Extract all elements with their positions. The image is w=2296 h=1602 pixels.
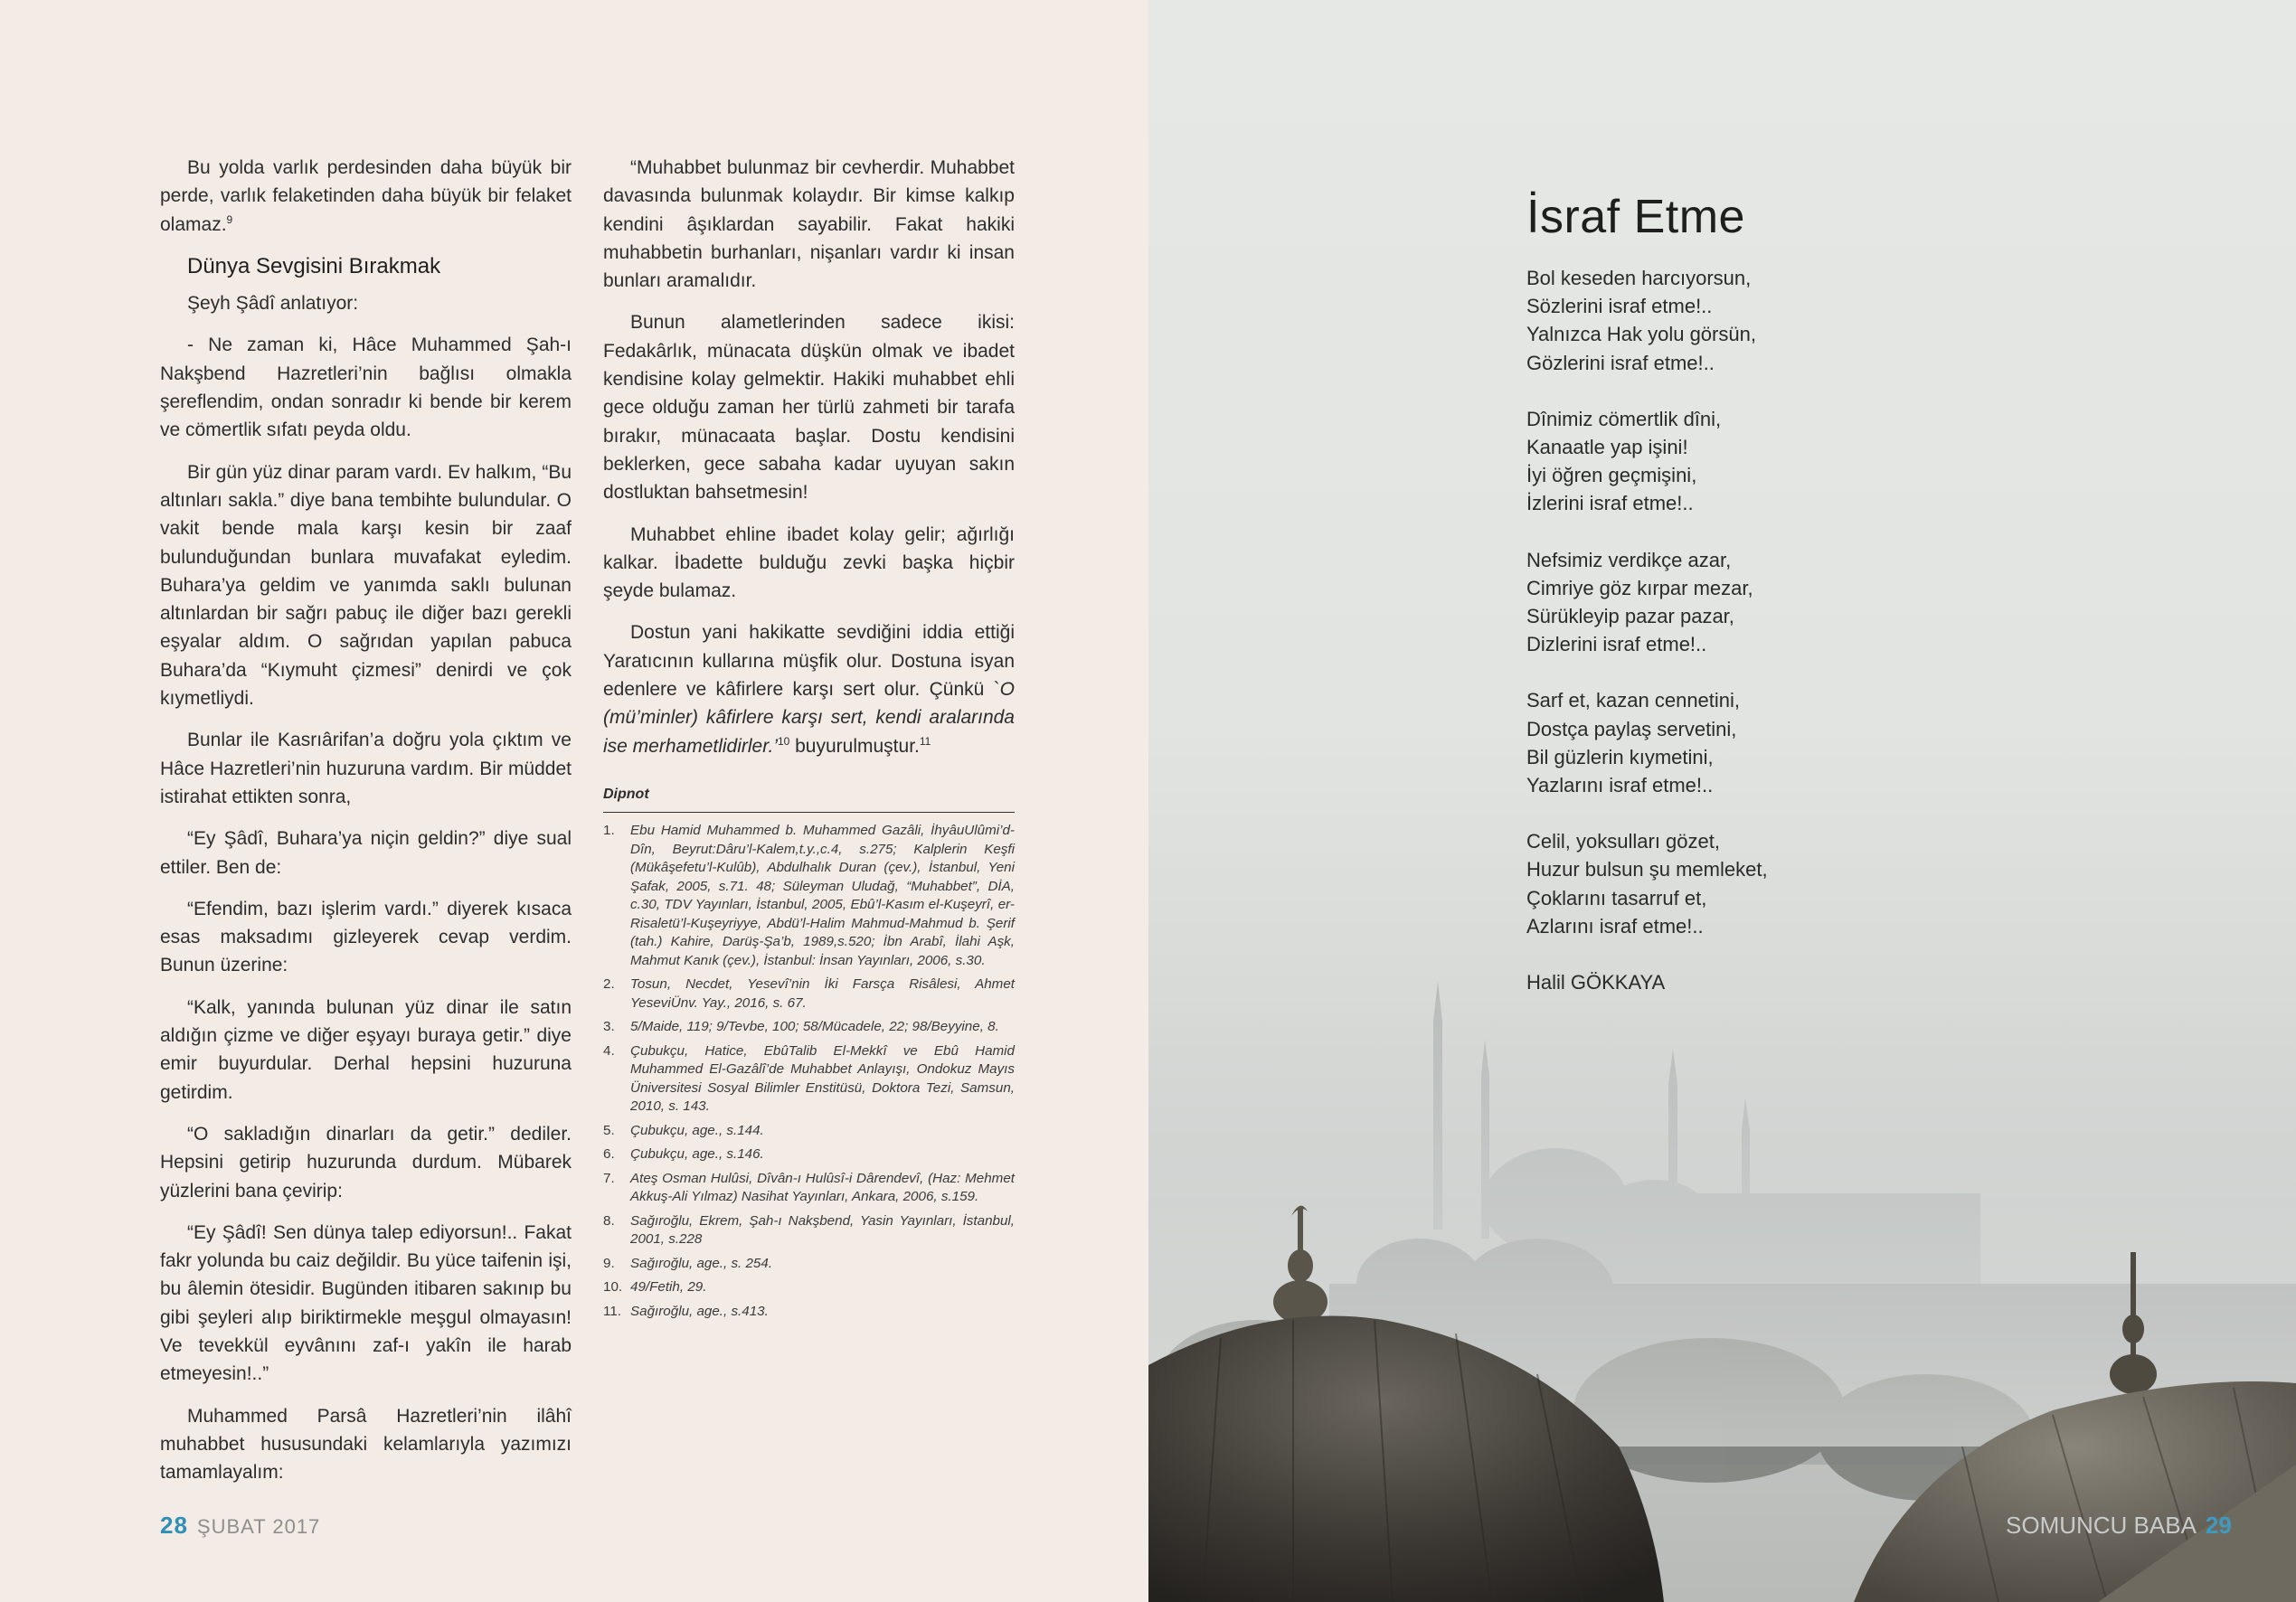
footnote-ref: 11 [919, 734, 931, 748]
paragraph: Bir gün yüz dinar param vardı. Ev halkım, “Bu altınları sakla.” diye bana tembihte bulundular. O vakit bende mala karşı kesin bir zaaf bulunduğundan bunlara muvafakat eyledim. Buhara’ya geldim ve yanımda saklı bulunan altınlardan bir sağrı pabuç ile diğer bazı gerekli eşyalar aldım. O sağrıdan yapılan pabuca Buhara’da “Kıymuht çizmesi” denirdi ve çok kıymetliydi. [160, 461, 572, 710]
section-heading: Dünya Sevgisini Bırakmak [187, 253, 441, 278]
paragraph: Bunun alametlerinden sadece ikisi: Fedakârlık, münacata düşkün olmak ve ibadet kendisine kolay gelmektir. Hakiki muhabbet ehli gece olduğu zaman her türlü zahmeti bir tarafa bırakır, münacaata başlar. Dostu kendisini beklerken, gece sabaha kadar uyuyan sakın dostluktan bahsetmesin! [603, 312, 1015, 504]
text-column-2 [603, 154, 1015, 1326]
footnote-number: 5. [603, 1122, 615, 1138]
footnote-item [603, 1303, 1015, 1322]
poem-author: Halil GÖKKAYA [1526, 971, 1666, 994]
poem-line: İyi öğren geçmişini, [1526, 464, 1697, 487]
footnotes-title: Dipnot [603, 780, 1015, 813]
footnote-item [603, 1018, 1015, 1037]
footnote-item [603, 1212, 1015, 1249]
footnote-item [603, 1042, 1015, 1117]
footnote-item [603, 1170, 1015, 1207]
poem-stanzas [1526, 264, 1906, 940]
footnote-item [603, 975, 1015, 1013]
footnote-text: 49/Fetih, 29. [630, 1279, 707, 1296]
paragraph: Bunlar ile Kasrıârifan’a doğru yola çıktım ve Hâce Hazretleri’nin huzuruna vardım. Bir müddet istirahat ettikten sonra, [160, 730, 572, 807]
footnote-item [603, 1122, 1015, 1141]
issue-date: ŞUBAT 2017 [196, 1515, 321, 1538]
paragraph: “Ey Şâdî! Sen dünya talep ediyorsun!.. Fakat fakr yolunda bu caiz değildir. Bu yüce taifenin işi, bu âlemin ötesidir. Bugünden itibaren sakınıp bu gibi şeyleri alıp biriktirmekle meşgul olmayasın! Ve tevekkül eyvânını zaf-ı yakîn ile harab etmeyesin!..” [160, 1221, 572, 1385]
footnote-text: 5/Maide, 119; 9/Tevbe, 100; 58/Mücadele, 22; 98/Beyyine, 8. [630, 1019, 999, 1035]
page-number: 29 [2205, 1512, 2232, 1539]
footnote-text: Sağıroğlu, age., s. 254. [630, 1255, 773, 1271]
footnote-number: 8. [603, 1212, 615, 1229]
footnote-number: 2. [603, 976, 615, 993]
footnote-text: Çubukçu, age., s.144. [630, 1122, 764, 1138]
paragraph: “Kalk, yanında bulunan yüz dinar ile satın aldığın çizme ve diğer eşyayı buraya getir.” diye emir buyurdular. Derhal hepsini huzuruna getirdim. [160, 996, 572, 1103]
footnote-text: Ateş Osman Hulûsi, Dîvân-ı Hulûsî-i Dârendevî, (Haz: Mehmet Akkuş-Ali Yılmaz) Nasihat Yayınları, Ankara, 2006, s.159. [630, 1170, 1015, 1205]
poem-stanza [1526, 405, 1906, 518]
magazine-name: SOMUNCU BABA [2006, 1512, 2197, 1539]
page-footer-left [160, 1512, 320, 1540]
paragraph: Bu yolda varlık perdesinden daha büyük bir perde, varlık felaketinden daha büyük bir felaket olamaz.$^9$ [160, 157, 572, 235]
paragraph: - Ne zaman ki, Hâce Muhammed Şah-ı Nakşbend Hazretleri’nin bağlısı olmakla şereflendim, ondan sonradır ki bende bir kerem ve cömertlik sıfatı peyda oldu. [160, 335, 572, 441]
poem-line: Dostça paylaş servetini, [1526, 717, 1737, 740]
footnote-number: 9. [603, 1255, 615, 1271]
text-column-1 [160, 154, 572, 1500]
poem-line: İzlerini israf etme!.. [1526, 492, 1694, 515]
paragraph: “Muhabbet bulunmaz bir cevherdir. Muhabbet davasında bulunmak kolaydır. Bir kimse kalkıp kendini âşıklardan sayabilir. Fakat hakiki muhabbetin burhanları, nişanları vardır ki insan bunları aramalıdır. [603, 157, 1015, 292]
footnote-text: Ebu Hamid Muhammed b. Muhammed Gazâli, İhyâuUlûmi’d-Dîn, Beyrut:Dâru’l-Kalem,t.y.,c.4, s.275; Kalplerin Keşfi (Mükâşefetu’l-Kulûb), Abdulhalık Duran (çev.), İstanbul, Yeni Şafak, 2005, s.71. 48; Süleyman Uludağ, “Muhabbet”, DİA, c.30, TDV Yayınları, İstanbul, 2005, Ebû’l-Kasım el-Kuşeyrî, er-Risaletü’l-Kuşeyriyye, Abdü’l-Halim Mahmud-Mahmud b. Şerif (tah.) Kahire, Darüş-Şa’b, 1989,s.520; İbn Arabî, İlahi Aşk, Mahmut Kanık (çev.), İstanbul: İnsan Yayınları, 2006, s.30. [630, 823, 1015, 968]
footnote-number: 10. [603, 1279, 623, 1296]
poem-line: Yazlarını israf etme!.. [1526, 774, 1714, 797]
poem-line: Huzur bulsun şu memleket, [1526, 858, 1768, 881]
footnote-item [603, 1278, 1015, 1297]
page-footer-right [2006, 1512, 2232, 1540]
poem-line: Dînimiz cömertlik dîni, [1526, 407, 1722, 430]
footnote-number: 11. [603, 1303, 621, 1319]
footnote-item [603, 1255, 1015, 1274]
right-page [1148, 0, 2296, 1602]
footnote-number: 7. [603, 1170, 615, 1186]
paragraph: “Efendim, bazı işlerim vardı.” diyerek kısaca esas maksadımı gizleyerek cevap verdim. Bunun üzerine: [160, 898, 572, 976]
poem-line: Çoklarını tasarruf et, [1526, 886, 1707, 909]
footnote-number: 1. [603, 823, 615, 839]
footnote-item [603, 1145, 1015, 1164]
poem-stanza [1526, 546, 1906, 659]
poem-line: Sözlerini israf etme!.. [1526, 295, 1713, 318]
footnote-number: 3. [603, 1019, 615, 1035]
footnote-ref: 10 [777, 734, 790, 748]
footnote-item [603, 822, 1015, 970]
footnote-text: Tosun, Necdet, Yesevî’nin İki Farsça Risâlesi, Ahmet YeseviÜnv. Yay., 2016, s. 67. [630, 976, 1015, 1011]
poem-line: Azlarını israf etme!.. [1526, 914, 1704, 938]
poem-line: Bil güzlerin kıymetini, [1526, 745, 1714, 768]
poem-stanza [1526, 827, 1906, 940]
footnote-number: 4. [603, 1042, 615, 1059]
paragraph: Muhammed Parsâ Hazretleri’nin ilâhî muhabbet hususundaki kelamlarıyla yazımızı tamamlayalım: [160, 1405, 572, 1484]
poem [1526, 190, 1906, 996]
footnote-number: 6. [603, 1146, 615, 1163]
footnote-text: Sağıroğlu, Ekrem, Şah-ı Nakşbend, Yasin Yayınları, İstanbul, 2001, s.228 [630, 1212, 1015, 1248]
poem-line: Celil, yoksulları gözet, [1526, 830, 1720, 853]
paragraph: Şeyh Şâdî anlatıyor: [187, 293, 359, 315]
poem-line: Yalnızca Hak yolu görsün, [1526, 323, 1756, 346]
footnote-text: Sağıroğlu, age., s.413. [630, 1303, 769, 1319]
footnote-text: Çubukçu, Hatice, EbûTalib El-Mekkî ve Ebû Hamid Muhammed El-Gazâlî’de Muhabbet Anlayışı, Ondokuz Mayıs Üniversitesi Sosyal Bilimler Enstitüsü, Doktora Tezi, Samsun, 2010, s. 143. [630, 1042, 1015, 1115]
poem-line: Sürükleyip pazar pazar, [1526, 605, 1734, 628]
paragraph: “O sakladığın dinarları da getir.” dediler. Hepsini getirip huzurunda durdum. Mübarek yüzlerini bana çevirip: [160, 1123, 572, 1202]
poem-stanza [1526, 264, 1906, 377]
poem-title: İsraf Etme [1526, 191, 1745, 243]
poem-stanza [1526, 686, 1906, 799]
poem-line: Gözlerini israf etme!.. [1526, 351, 1715, 374]
paragraph: Muhabbet ehline ibadet kolay gelir; ağırlığı kalkar. İbadette bulduğu zevki başka hiçbir şeyde bulamaz. [603, 523, 1015, 602]
paragraph: Dostun yani hakikatte sevdiğini iddia ettiği Yaratıcının kullarına müşfik olur. Dostuna isyan edenlere ve kâfirlere karşı sert olur. Çünkü `O (mü’minler) kâfirlere karşı sert, kendi aralarında ise merhametlidirler.’$^{10}$ buyurulmuştur.$^{11}$ [603, 622, 1015, 757]
poem-line: Nefsimiz verdikçe azar, [1526, 548, 1732, 571]
paragraph: “Ey Şâdî, Buhara’ya niçin geldin?” diye sual ettiler. Ben de: [160, 828, 572, 878]
footnotes-list [603, 822, 1015, 1321]
page-number: 28 [160, 1512, 188, 1539]
poem-line: Sarf et, kazan cennetini, [1526, 689, 1741, 712]
footnote-ref: 9 [226, 212, 233, 226]
poem-line: Dizlerini israf etme!.. [1526, 633, 1707, 656]
footnote-text: Çubukçu, age., s.146. [630, 1146, 764, 1163]
poem-line: Cimriye göz kırpar mezar, [1526, 576, 1753, 599]
quran-quote: O (mü’minler) kâfirlere karşı sert, kendi aralarında ise merhametlidirler.’ [603, 679, 1015, 757]
poem-line: Bol keseden harcıyorsun, [1526, 267, 1752, 289]
poem-line: Kanaatle yap işini! [1526, 436, 1688, 459]
